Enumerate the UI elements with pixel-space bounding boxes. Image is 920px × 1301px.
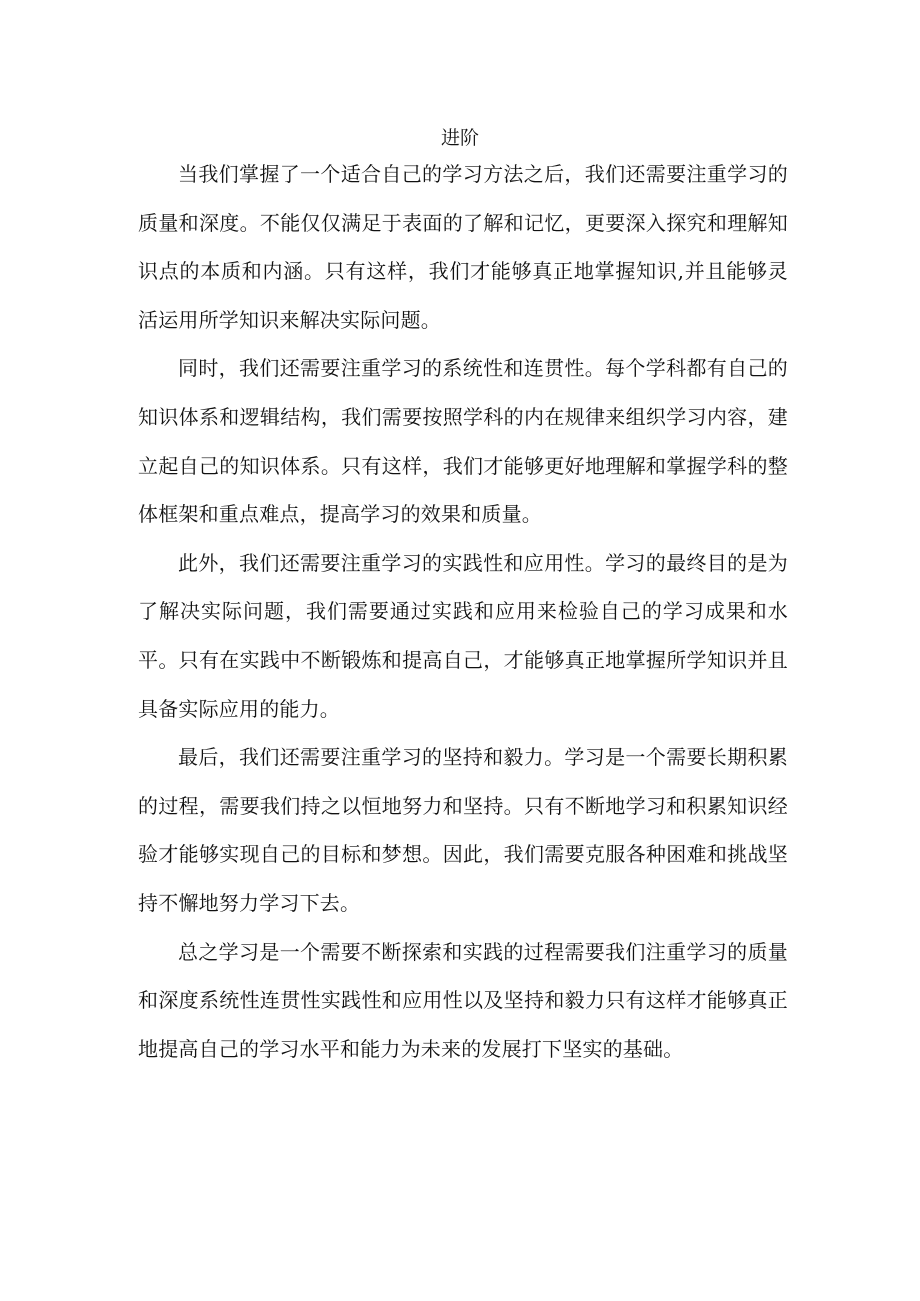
paragraph-2: 同时，我们还需要注重学习的系统性和连贯性。每个学科都有自己的知识体系和逻辑结构，我们需要按照学科的内在规律来组织学习内容，建立起自己的知识体系。只有这样，我们才能够更好地理解和掌握学科的整体框架和重点难点，提高学习的效果和质量。	[138, 356, 788, 527]
paragraph-5: 总之学习是一个需要不断探索和实践的过程需要我们注重学习的质量和深度系统性连贯性实践性和应用性以及坚持和毅力只有这样才能够真正地提高自己的学习水平和能力为未来的发展打下坚实的基础。	[138, 939, 788, 1061]
document-title: 进阶	[440, 127, 479, 149]
paragraph-1: 当我们掌握了一个适合自己的学习方法之后，我们还需要注重学习的质量和深度。不能仅仅满足于表面的了解和记忆，更要深入探究和理解知识点的本质和内涵。只有这样，我们才能够真正地掌握知识,并且能够灵活运用所学知识来解决实际问题。	[138, 162, 788, 332]
document-body	[138, 150, 788, 1073]
paragraph-4: 最后，我们还需要注重学习的坚持和毅力。学习是一个需要长期积累的过程，需要我们持之以恒地努力和坚持。只有不断地学习和积累知识经验才能够实现自己的目标和梦想。因此，我们需要克服各种困难和挑战坚持不懈地努力学习下去。	[138, 745, 788, 915]
paragraph-3: 此外，我们还需要注重学习的实践性和应用性。学习的最终目的是为了解决实际问题，我们需要通过实践和应用来检验自己的学习成果和水平。只有在实践中不断锻炼和提高自己，才能够真正地掌握所学知识并且具备实际应用的能力。	[138, 550, 788, 721]
